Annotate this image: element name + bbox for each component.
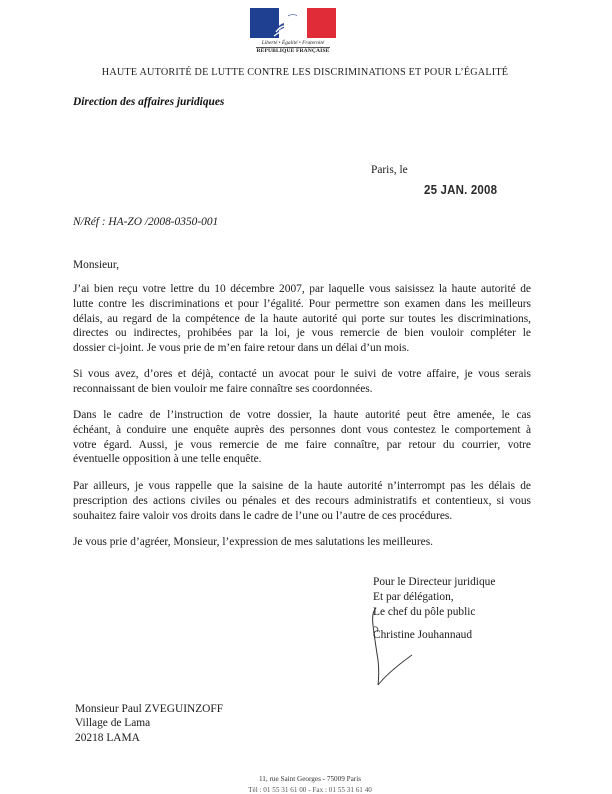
signature-line: Et par délégation,	[373, 591, 454, 603]
department-name: Direction des affaires juridiques	[73, 96, 225, 108]
paragraph-line: souhaitez faire valoir vos droits dans le cadre de l’une ou l’autre de ces procédures.	[73, 509, 453, 522]
paragraph-line: délais, au regard de la compétence de la haute autorité qui porte sur toutes les discriminations,	[73, 312, 531, 325]
closing-paragraph	[73, 535, 531, 550]
footer-address: 11, rue Saint Georges - 75009 Paris	[258, 775, 361, 783]
body-paragraph	[73, 282, 531, 356]
paragraph-line: échéant, à conduire une enquête auprès des personnes dont vous contestez le comportement à	[73, 423, 531, 436]
body-paragraph	[73, 408, 531, 467]
footer-phone-fax: Tél : 01 55 31 61 00 - Fax : 01 55 31 61 40	[248, 786, 372, 794]
republique-francaise-logo	[250, 8, 336, 64]
paragraph-line: Dans le cadre de l’instruction de votre dossier, la haute autorité peut être amenée, le cas	[73, 409, 531, 421]
salutation: Monsieur,	[73, 259, 120, 271]
paragraph-line: éventuelle opposition à une telle enquête.	[73, 453, 262, 466]
date-stamp: 25 JAN. 2008	[424, 183, 498, 197]
paragraph-line: lutte contre les discriminations et pour l’égalité. Pour permettre son examen dans les meilleurs	[73, 297, 531, 310]
handwritten-signature	[360, 605, 420, 690]
body-paragraph	[73, 479, 531, 523]
recipient-line: Monsieur Paul ZVEGUINZOFF	[75, 703, 224, 715]
authority-name: HAUTE AUTORITÉ DE LUTTE CONTRE LES DISCRIMINATIONS ET POUR L’ÉGALITÉ	[101, 67, 509, 78]
paragraph-line: Si vous avez, d’ores et déjà, contacté un avocat pour le suivi de votre affaire, je vous serais	[73, 368, 531, 380]
signatory-name: Christine Jouhannaud	[373, 629, 473, 641]
signature-line: Pour le Directeur juridique	[373, 576, 496, 588]
reference-number: N/Réf : HA-ZO /2008-0350-001	[73, 216, 219, 228]
paragraph-line: Par ailleurs, je vous rappelle que la saisine de la haute autorité n’interrompt pas les délais de	[73, 480, 531, 492]
recipient-line: 20218 LAMA	[75, 731, 140, 744]
republic-name: RÉPUBLIQUE FRANÇAISE	[256, 48, 330, 54]
body-paragraph	[73, 367, 531, 397]
paragraph-line: dossier ci-joint. Je vous prie de m’en faire retour dans un délai d’un mois.	[73, 342, 410, 355]
date-place: Paris, le	[371, 164, 408, 176]
paragraph-line: Je vous prie d’agréer, Monsieur, l’expression de mes salutations les meilleures.	[73, 536, 434, 548]
marianne-flag-emblem	[250, 8, 336, 38]
signature-line: Le chef du pôle public	[373, 606, 476, 618]
paragraph-line: votre égard. Aussi, je vous remercie de me faire connaître, par retour du courrier, votre	[73, 438, 531, 451]
recipient-line: Village de Lama	[75, 717, 151, 730]
marianne-profile-icon	[272, 10, 316, 38]
paragraph-line: directes ou indirectes, prohibées par la loi, je vous remercie de bien vouloir compléter le	[73, 327, 531, 340]
recipient-address	[75, 702, 223, 745]
paragraph-line: J’ai bien reçu votre lettre du 10 décembre 2007, par laquelle vous saisissez la haute autorité de	[73, 283, 531, 295]
republic-motto: Liberté • Égalité • Fraternité	[261, 40, 325, 46]
paragraph-line: reconnaissant de bien vouloir me faire connaître ses coordonnées.	[73, 382, 373, 395]
paragraph-line: prescription des actions civiles ou pénales et des recours administratifs et contentieux, si vous	[73, 494, 531, 507]
